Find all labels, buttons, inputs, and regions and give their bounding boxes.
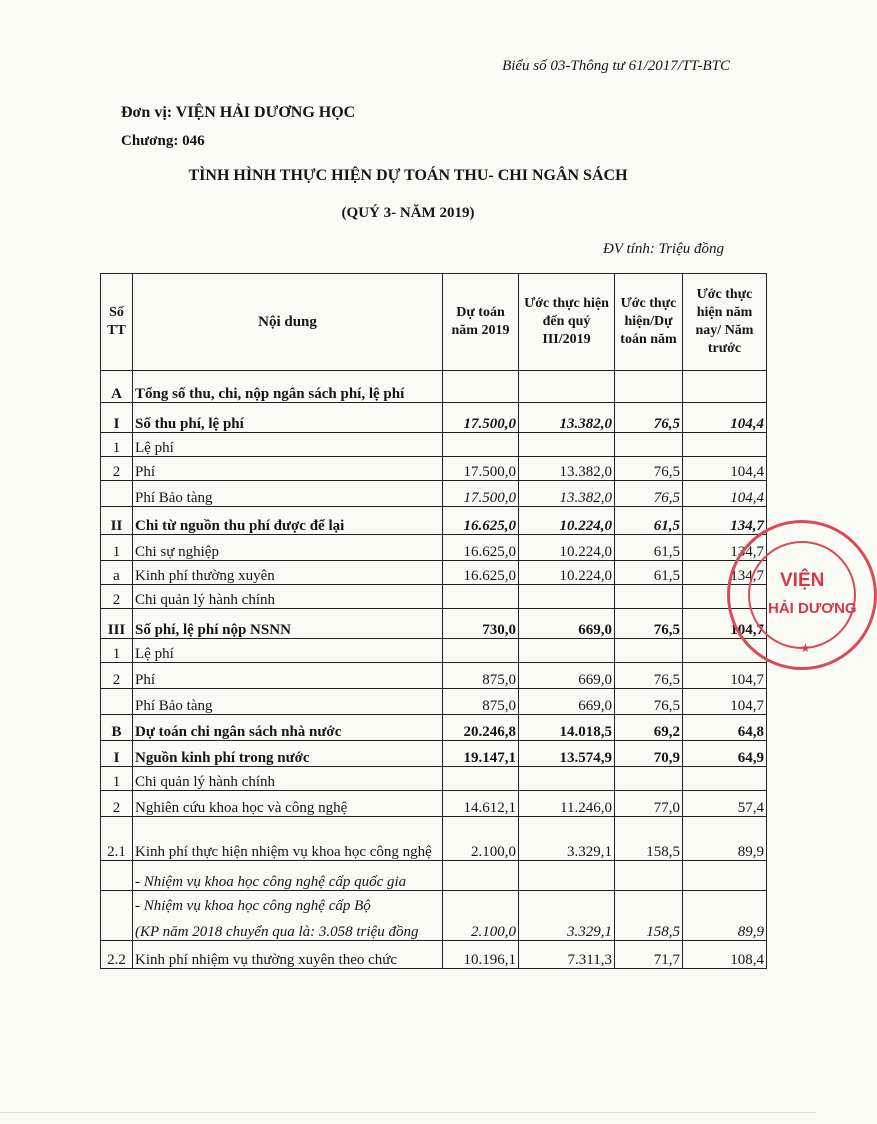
row-estimate: 14.018,5 [519,715,615,741]
row-estimate: 10.224,0 [519,561,615,585]
row-ratio-prev: 104,4 [683,403,767,433]
row-ratio-budget [615,585,683,609]
row-stt: 2 [101,585,133,609]
table-row [101,507,767,535]
table-row [101,791,767,817]
row-estimate [519,639,615,663]
row-content: Số phí, lệ phí nộp NSNN [133,609,443,639]
row-ratio-budget: 158,5 [615,817,683,861]
row-budget: 10.196,1 [443,941,519,969]
chapter-code: Chương: 046 [121,133,205,149]
table-row [101,689,767,715]
col-content: Nội dung [133,274,443,371]
row-content: Phí [133,663,443,689]
row-ratio-budget: 71,7 [615,941,683,969]
row-content: Kinh phí thực hiện nhiệm vụ khoa học công nghệ [133,817,443,861]
row-content: Tổng số thu, chi, nộp ngân sách phí, lệ phí [133,371,443,403]
row-estimate: 13.382,0 [519,403,615,433]
table-row [101,741,767,767]
row-stt: 2 [101,791,133,817]
col-estimate-q3: Ước thực hiện đến quý III/2019 [519,274,615,371]
page-edge [0,1112,816,1113]
row-budget: 875,0 [443,663,519,689]
row-budget [443,861,519,891]
row-content: Chi quản lý hành chính [133,585,443,609]
row-stt: 1 [101,639,133,663]
row-content-note: (KP năm 2018 chuyển qua là: 3.058 triệu đồng [135,924,419,940]
row-ratio-prev: 104,7 [683,689,767,715]
unit-name: Đơn vị: VIỆN HẢI DƯƠNG HỌC [121,104,356,121]
row-budget: 2.100,0 [443,891,519,941]
row-estimate: 3.329,1 [519,817,615,861]
row-budget: 19.147,1 [443,741,519,767]
row-stt: III [101,609,133,639]
row-ratio-budget: 69,2 [615,715,683,741]
row-budget: 20.246,8 [443,715,519,741]
row-budget: 17.500,0 [443,457,519,481]
row-estimate: 7.311,3 [519,941,615,969]
table-header-row [101,274,767,371]
col-ratio-budget: Ước thực hiện/Dự toán năm [615,274,683,371]
table-row [101,561,767,585]
row-budget: 17.500,0 [443,481,519,507]
row-ratio-prev [683,767,767,791]
row-ratio-budget: 158,5 [615,891,683,941]
row-budget: 16.625,0 [443,507,519,535]
col-budget: Dự toán năm 2019 [443,274,519,371]
row-stt: B [101,715,133,741]
row-budget [443,639,519,663]
row-stt [101,861,133,891]
row-ratio-prev [683,371,767,403]
row-ratio-prev: 89,9 [683,891,767,941]
row-content [133,891,443,941]
row-estimate [519,767,615,791]
report-subtitle: (QUÝ 3- NĂM 2019) [341,205,475,221]
row-ratio-budget [615,433,683,457]
table-row [101,481,767,507]
row-budget [443,371,519,403]
row-ratio-budget [615,639,683,663]
row-content: Số thu phí, lệ phí [133,403,443,433]
row-ratio-budget [615,861,683,891]
row-stt: 2 [101,663,133,689]
row-ratio-prev: 134,7 [683,561,767,585]
row-budget: 17.500,0 [443,403,519,433]
row-ratio-prev: 89,9 [683,817,767,861]
row-stt: 2.2 [101,941,133,969]
star-icon: ★ [800,641,811,655]
row-stt [101,689,133,715]
row-ratio-prev: 104,4 [683,481,767,507]
row-content-line: - Nhiệm vụ khoa học công nghệ cấp Bộ [135,898,371,914]
row-ratio-budget: 61,5 [615,507,683,535]
table-row [101,767,767,791]
row-ratio-budget: 76,5 [615,609,683,639]
row-stt: A [101,371,133,403]
row-content: - Nhiệm vụ khoa học công nghệ cấp quốc gia [133,861,443,891]
stamp-inner-ring [748,541,856,649]
report-title: TÌNH HÌNH THỰC HIỆN DỰ TOÁN THU- CHI NGÂN SÁCH [188,167,628,184]
row-ratio-budget: 76,5 [615,403,683,433]
row-ratio-budget [615,371,683,403]
table-row [101,403,767,433]
row-content: Phí Bảo tàng [133,481,443,507]
table-row [101,371,767,403]
row-ratio-prev: 108,4 [683,941,767,969]
row-stt: 1 [101,535,133,561]
row-estimate [519,585,615,609]
row-stt: 2.1 [101,817,133,861]
row-ratio-budget [615,767,683,791]
currency-unit: ĐV tính: Triệu đồng [603,241,724,257]
table-row [101,585,767,609]
col-stt: Số TT [101,274,133,371]
row-stt: II [101,507,133,535]
row-stt: 2 [101,457,133,481]
table-row [101,663,767,689]
table-row [101,457,767,481]
row-estimate: 669,0 [519,609,615,639]
row-stt [101,891,133,941]
row-ratio-budget: 76,5 [615,481,683,507]
row-estimate: 3.329,1 [519,891,615,941]
table-row [101,861,767,891]
row-ratio-budget: 76,5 [615,663,683,689]
row-ratio-prev: 104,7 [683,663,767,689]
row-content: Lệ phí [133,639,443,663]
row-estimate [519,371,615,403]
row-content: Phí Bảo tàng [133,689,443,715]
table-row [101,609,767,639]
form-number: Biểu số 03-Thông tư 61/2017/TT-BTC [502,58,730,74]
row-budget: 16.625,0 [443,535,519,561]
row-ratio-budget: 61,5 [615,535,683,561]
budget-table [100,273,767,969]
row-ratio-prev: 104,7 [683,609,767,639]
row-content: Chi quản lý hành chính [133,767,443,791]
row-estimate: 11.246,0 [519,791,615,817]
row-ratio-prev: 57,4 [683,791,767,817]
table-row [101,891,767,941]
row-content: Kinh phí nhiệm vụ thường xuyên theo chức [133,941,443,969]
table-row [101,639,767,663]
row-ratio-budget: 77,0 [615,791,683,817]
row-estimate: 13.574,9 [519,741,615,767]
row-estimate [519,433,615,457]
row-estimate: 13.382,0 [519,481,615,507]
stamp-text: HẢI DƯƠNG [768,600,857,617]
table-row [101,535,767,561]
row-budget: 2.100,0 [443,817,519,861]
row-content: Chi từ nguồn thu phí được để lại [133,507,443,535]
row-budget: 16.625,0 [443,561,519,585]
official-stamp [727,520,877,670]
row-ratio-budget: 76,5 [615,689,683,715]
table-row [101,817,767,861]
row-content: Phí [133,457,443,481]
row-budget [443,767,519,791]
row-estimate: 10.224,0 [519,535,615,561]
row-stt: a [101,561,133,585]
row-estimate: 669,0 [519,689,615,715]
stamp-text: VIỆN [780,570,825,591]
row-content: Lệ phí [133,433,443,457]
row-estimate: 13.382,0 [519,457,615,481]
col-ratio-prev: Ước thực hiện năm nay/ Năm trước [683,274,767,371]
row-content: Nguồn kinh phí trong nước [133,741,443,767]
row-ratio-prev [683,861,767,891]
row-content: Nghiên cứu khoa học và công nghệ [133,791,443,817]
row-budget: 730,0 [443,609,519,639]
row-ratio-budget: 61,5 [615,561,683,585]
table-row [101,433,767,457]
row-ratio-prev: 64,8 [683,715,767,741]
row-ratio-prev: 64,9 [683,741,767,767]
row-budget: 875,0 [443,689,519,715]
row-ratio-prev: 134,7 [683,535,767,561]
table-row [101,941,767,969]
row-ratio-budget: 70,9 [615,741,683,767]
row-content: Chi sự nghiệp [133,535,443,561]
row-estimate: 669,0 [519,663,615,689]
row-ratio-prev [683,433,767,457]
row-estimate [519,861,615,891]
row-ratio-prev: 134,7 [683,507,767,535]
row-budget: 14.612,1 [443,791,519,817]
row-content: Dự toán chi ngân sách nhà nước [133,715,443,741]
row-budget [443,585,519,609]
row-ratio-prev: 104,4 [683,457,767,481]
row-budget [443,433,519,457]
row-estimate: 10.224,0 [519,507,615,535]
row-stt: 1 [101,767,133,791]
row-stt [101,481,133,507]
row-stt: I [101,403,133,433]
row-stt: 1 [101,433,133,457]
row-ratio-budget: 76,5 [615,457,683,481]
row-content: Kinh phí thường xuyên [133,561,443,585]
row-stt: I [101,741,133,767]
table-row [101,715,767,741]
